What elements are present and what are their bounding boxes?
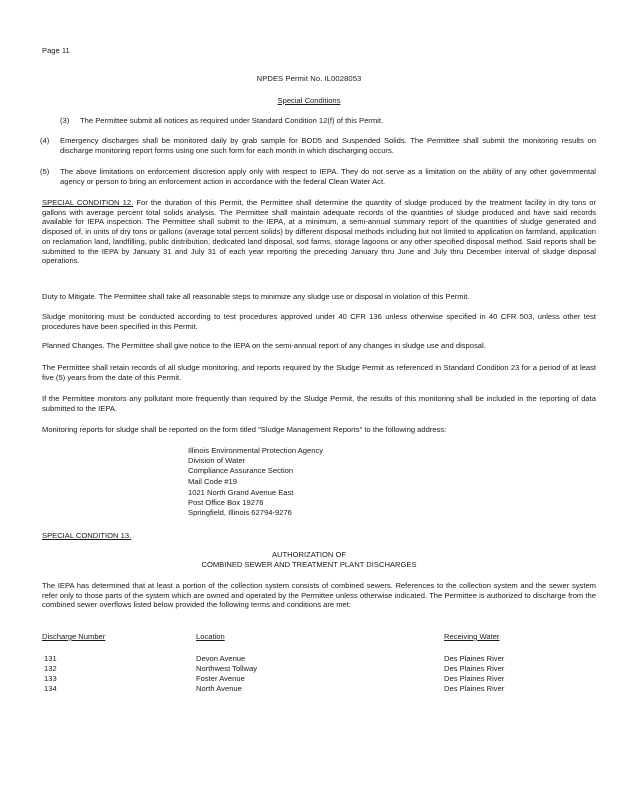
discharge-table [0,632,618,702]
table-row [0,654,618,664]
discharge-number-cell: 133 [44,674,57,683]
address-line: Division of Water [188,456,246,465]
frequent-monitoring: If the Permittee monitors any pollutant more frequently than required by the Sludge Permit, the results of this monitoring shall be included in the reporting of data submitted to the IEPA. [42,394,596,413]
address-line: Post Office Box 19276 [188,498,264,507]
table-row [0,684,618,694]
special-condition-12-text: For the duration of this Permit, the Permittee shall determine the quantity of sludge produced by the treatment facility in dry tons or gallons with average percent total solids analysis. The Permittee shall maintain adequate records of the quantities of sludge produced and have said records available for IEPA inspection. The Permittee shall submit to the IEPA, at a minimum, a semi-annual summary report of the quantities of sludge generated and disposed of, in units of dry tons or gallons (average total percent solids) by different disposal methods including but not limited to application on farmland, application on reclamation land, landfilling, public distribution, dedicated land disposal, sod farms, storage lagoons or any other specified disposal method. Said reports shall be submitted to the IEPA by January 31 and July 31 of each year reporting the preceding January thru June and July thru December interval of sludge disposal operations. [42,198,596,266]
item-4-text: Emergency discharges shall be monitored daily by grab sample for BOD5 and Suspended Solids. The Permittee shall submit the monitoring results on discharge monitoring report forms using one such form for each month in which discharging occurs. [60,136,596,155]
address-line: 1021 North Grand Avenue East [188,488,294,497]
sludge-monitoring-paragraph: Sludge monitoring must be conducted according to test procedures approved under 40 CFR 136 unless otherwise specified in 40 CFR 503, unless other test procedures have been specified in this Permit. [42,312,596,331]
column-header-discharge-number: Discharge Number [42,632,106,641]
page-label: Page 11 [42,46,70,55]
item-3-text: The Permittee submit all notices as required under Standard Condition 12(f) of this Permit. [80,116,384,125]
monitoring-reports-address-intro: Monitoring reports for sludge shall be reported on the form titled "Sludge Management Reports" to the following address: [42,425,447,434]
item-5-number: (5) [40,167,50,176]
authorization-title: AUTHORIZATION OF [271,550,347,559]
receiving-water-cell: Des Plaines River [444,684,505,693]
location-cell: Devon Avenue [196,654,246,663]
receiving-water-cell: Des Plaines River [444,654,505,663]
permit-number: NPDES Permit No. IL0028053 [256,74,362,83]
item-3-number: (3) [60,116,70,125]
duty-to-mitigate: Duty to Mitigate. The Permittee shall take all reasonable steps to minimize any sludge use or disposal in violation of this Permit. [42,292,470,301]
records-retention: The Permittee shall retain records of all sludge monitoring, and reports required by the Sludge Permit as referenced in Standard Condition 23 for a period of at least five (5) years from the date of this Permit. [42,363,596,382]
address-line: Illinois Environmental Protection Agency [188,446,324,455]
special-condition-12 [42,198,596,266]
special-condition-12-heading: SPECIAL CONDITION 12. [42,198,134,207]
authorization-subtitle: COMBINED SEWER AND TREATMENT PLANT DISCHARGES [201,560,417,569]
planned-changes: Planned Changes. The Permittee shall give notice to the IEPA on the semi-annual report of any changes in sludge use and disposal. [42,341,486,350]
column-header-location: Location [196,632,225,641]
receiving-water-cell: Des Plaines River [444,664,505,673]
special-condition-13-text: The IEPA has determined that at least a portion of the collection system consists of combined sewers. References to the collection system and the sewer system refer only to those parts of the system which are owned and operated by the Permittee unless otherwise indicated. The Permittee is authorized to discharge from the combined sewer overflows listed below provided the following terms and conditions are met: [42,581,596,610]
discharge-number-cell: 131 [44,654,57,663]
item-5-text: The above limitations on enforcement discretion apply only with respect to IEPA. They do not serve as a limitation on the ability of any other governmental agency or person to bring an enforcement action in accordance with the federal Clean Water Act. [60,167,596,186]
item-4-number: (4) [40,136,50,145]
table-row [0,674,618,684]
discharge-number-cell: 132 [44,664,57,673]
column-header-receiving-water: Receiving Water [444,632,500,641]
address-line: Compliance Assurance Section [188,466,294,475]
location-cell: Northwest Tollway [196,664,258,673]
address-line: Springfield, Illinois 62794-9276 [188,508,292,517]
discharge-number-cell: 134 [44,684,57,693]
address-line: Mail Code #19 [188,477,237,486]
special-condition-13-heading: SPECIAL CONDITION 13. [42,531,132,540]
location-cell: North Avenue [196,684,242,693]
table-header-row [0,632,618,642]
location-cell: Foster Avenue [196,674,245,683]
receiving-water-cell: Des Plaines River [444,674,505,683]
section-title: Special Conditions [277,96,341,105]
table-row [0,664,618,674]
